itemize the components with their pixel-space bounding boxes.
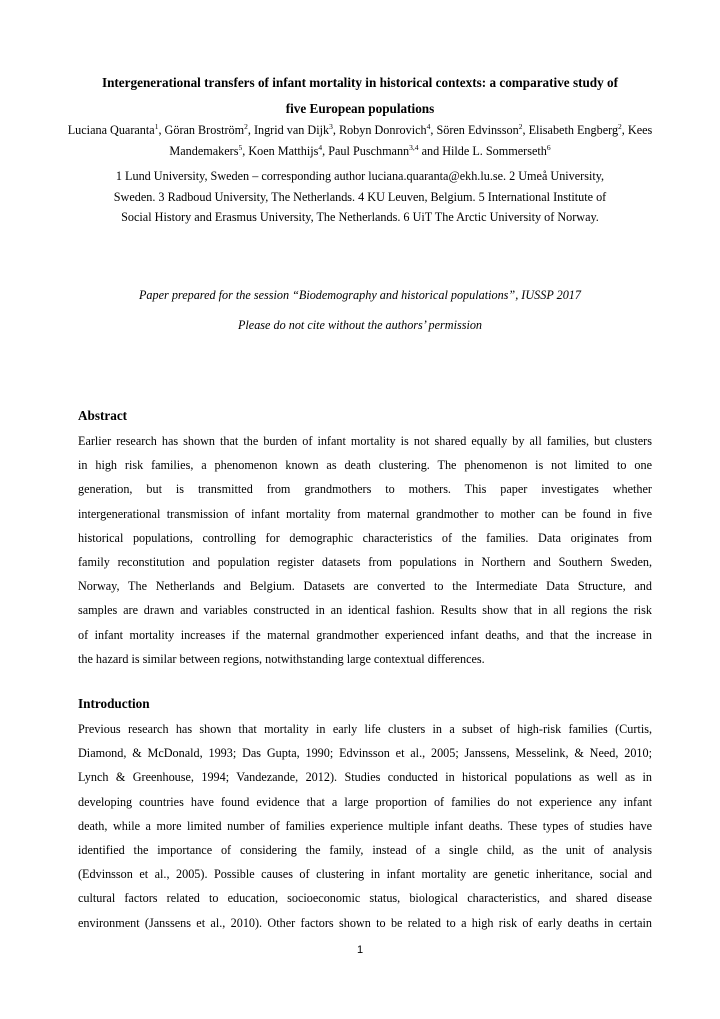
cite-note: Please do not cite without the authors’ permission xyxy=(237,318,483,332)
author-affil-sup: 4 xyxy=(318,143,323,152)
author-name: Kees Mandemakers xyxy=(169,123,653,158)
introduction-line: developing countries have found evidence that a large proportion of families do not experience any infant xyxy=(78,794,652,809)
abstract-line: historical populations, controlling for demographic characteristics of the families. Data originates from xyxy=(78,530,652,545)
session-note: Paper prepared for the session “Biodemography and historical populations”, IUSSP 2017 xyxy=(138,288,581,302)
introduction-line: environment (Janssens et al., 2010). Other factors shown to be related to a high risk of early deaths in certain xyxy=(78,915,652,930)
paper-title xyxy=(60,70,660,122)
author-name: Ingrid van Dijk xyxy=(253,123,330,137)
introduction-line: Previous research has shown that mortality in early life clusters in a subset of high-risk families (Curtis, xyxy=(78,722,652,736)
abstract-line: family reconstitution and population register datasets from populations in Northern and Southern Sweden, xyxy=(78,555,652,570)
author-name: Luciana Quaranta xyxy=(67,123,155,137)
abstract-line: the hazard is similar between regions, notwithstanding large contextual differences. xyxy=(78,651,485,666)
abstract-line: in high risk families, a phenomenon known as death clustering. The phenomenon is not limited to one xyxy=(78,458,652,473)
abstract-line: Earlier research has shown that the burden of infant mortality is not shared equally by all families, but clusters xyxy=(78,434,652,448)
affiliation-line: Social History and Erasmus University, The Netherlands. 6 UiT The Arctic University of Norway. xyxy=(121,210,599,224)
abstract-line: samples are drawn and variables constructed in an identical fashion. Results show that in all regions the risk xyxy=(78,603,652,618)
author-name: Göran Broström xyxy=(164,123,245,137)
introduction-heading: Introduction xyxy=(78,696,150,711)
title-line-1: Intergenerational transfers of infant mortality in historical contexts: a comparative study of xyxy=(101,75,619,90)
affiliations xyxy=(60,166,660,228)
abstract-heading: Abstract xyxy=(78,408,128,423)
introduction-line: cultural factors related to education, socioeconomic status, biological characteristics, and shared disease xyxy=(78,891,652,906)
author-affil-sup: 5 xyxy=(238,143,243,152)
author-list: Luciana Quaranta$^1$, Göran Broström$^2$, Ingrid van Dijk$^3$, Robyn Donrovich$^4$, Sören Edvinsson$^2$, Elisabeth Engberg$^2$, Kees Mandemakers$^5$, Koen Matthijs$^4$, Paul Puschmann$^{3,4}$ and Hilde L. Sommerseth$^6$ xyxy=(67,122,653,158)
author-name: Paul Puschmann xyxy=(328,144,410,158)
introduction-line: (Edvinsson et al., 2005). Possible causes of clustering in infant mortality are genetic inheritance, social and xyxy=(78,867,652,882)
introduction-line: identified the importance of considering the family, instead of a single child, as the unit of analysis xyxy=(78,843,652,858)
author-name: Sören Edvinsson xyxy=(436,123,519,137)
author-affil-sup: 3 xyxy=(329,122,333,131)
author-affil-sup: 6 xyxy=(546,143,551,152)
introduction-body xyxy=(78,717,652,935)
author-affil-sup: 3,4 xyxy=(409,143,419,152)
abstract-line: of infant mortality increases if the maternal grandmother experienced infant deaths, and that the increase in xyxy=(78,627,652,642)
introduction-line: Diamond, & McDonald, 1993; Das Gupta, 1990; Edvinsson et al., 2005; Janssens, Messelink, & Need, 2010; xyxy=(78,746,652,761)
introduction-line: Lynch & Greenhouse, 1994; Vandezande, 2012). Studies conducted in historical populations as well as in xyxy=(78,770,652,785)
author-name: Robyn Donrovich xyxy=(338,123,427,137)
author-affil-sup: 2 xyxy=(618,122,622,131)
author-affil-sup: 1 xyxy=(154,122,159,131)
author-name: Hilde L. Sommerseth xyxy=(442,144,547,158)
author-name: Elisabeth Engberg xyxy=(528,123,619,137)
abstract-line: intergenerational transmission of infant mortality from maternal grandmother to mother can be found in five xyxy=(78,506,652,521)
introduction-line: death, while a more limited number of families experience multiple infant deaths. These types of studies have xyxy=(78,818,652,833)
title-line-2: five European populations xyxy=(285,101,435,116)
abstract-body xyxy=(78,429,652,671)
affiliation-line: 1 Lund University, Sweden – corresponding author luciana.quaranta@ekh.lu.se. 2 Umeå University, xyxy=(115,169,605,183)
author-affil-sup: 4 xyxy=(426,122,431,131)
authors-joiner: and xyxy=(418,144,443,158)
page-number: 1 xyxy=(356,944,364,956)
author-name: Koen Matthijs xyxy=(248,144,319,158)
abstract-line: Norway, The Netherlands and Belgium. Datasets are converted to the Intermediate Data Structure, and xyxy=(78,579,652,594)
abstract-line: generation, but is transmitted from grandmothers to mothers. This paper investigates whether xyxy=(78,482,652,497)
author-affil-sup: 2 xyxy=(518,122,523,131)
affiliation-line: Sweden. 3 Radboud University, The Netherlands. 4 KU Leuven, Belgium. 5 International Institute of xyxy=(113,189,607,204)
author-affil-sup: 2 xyxy=(244,122,248,131)
